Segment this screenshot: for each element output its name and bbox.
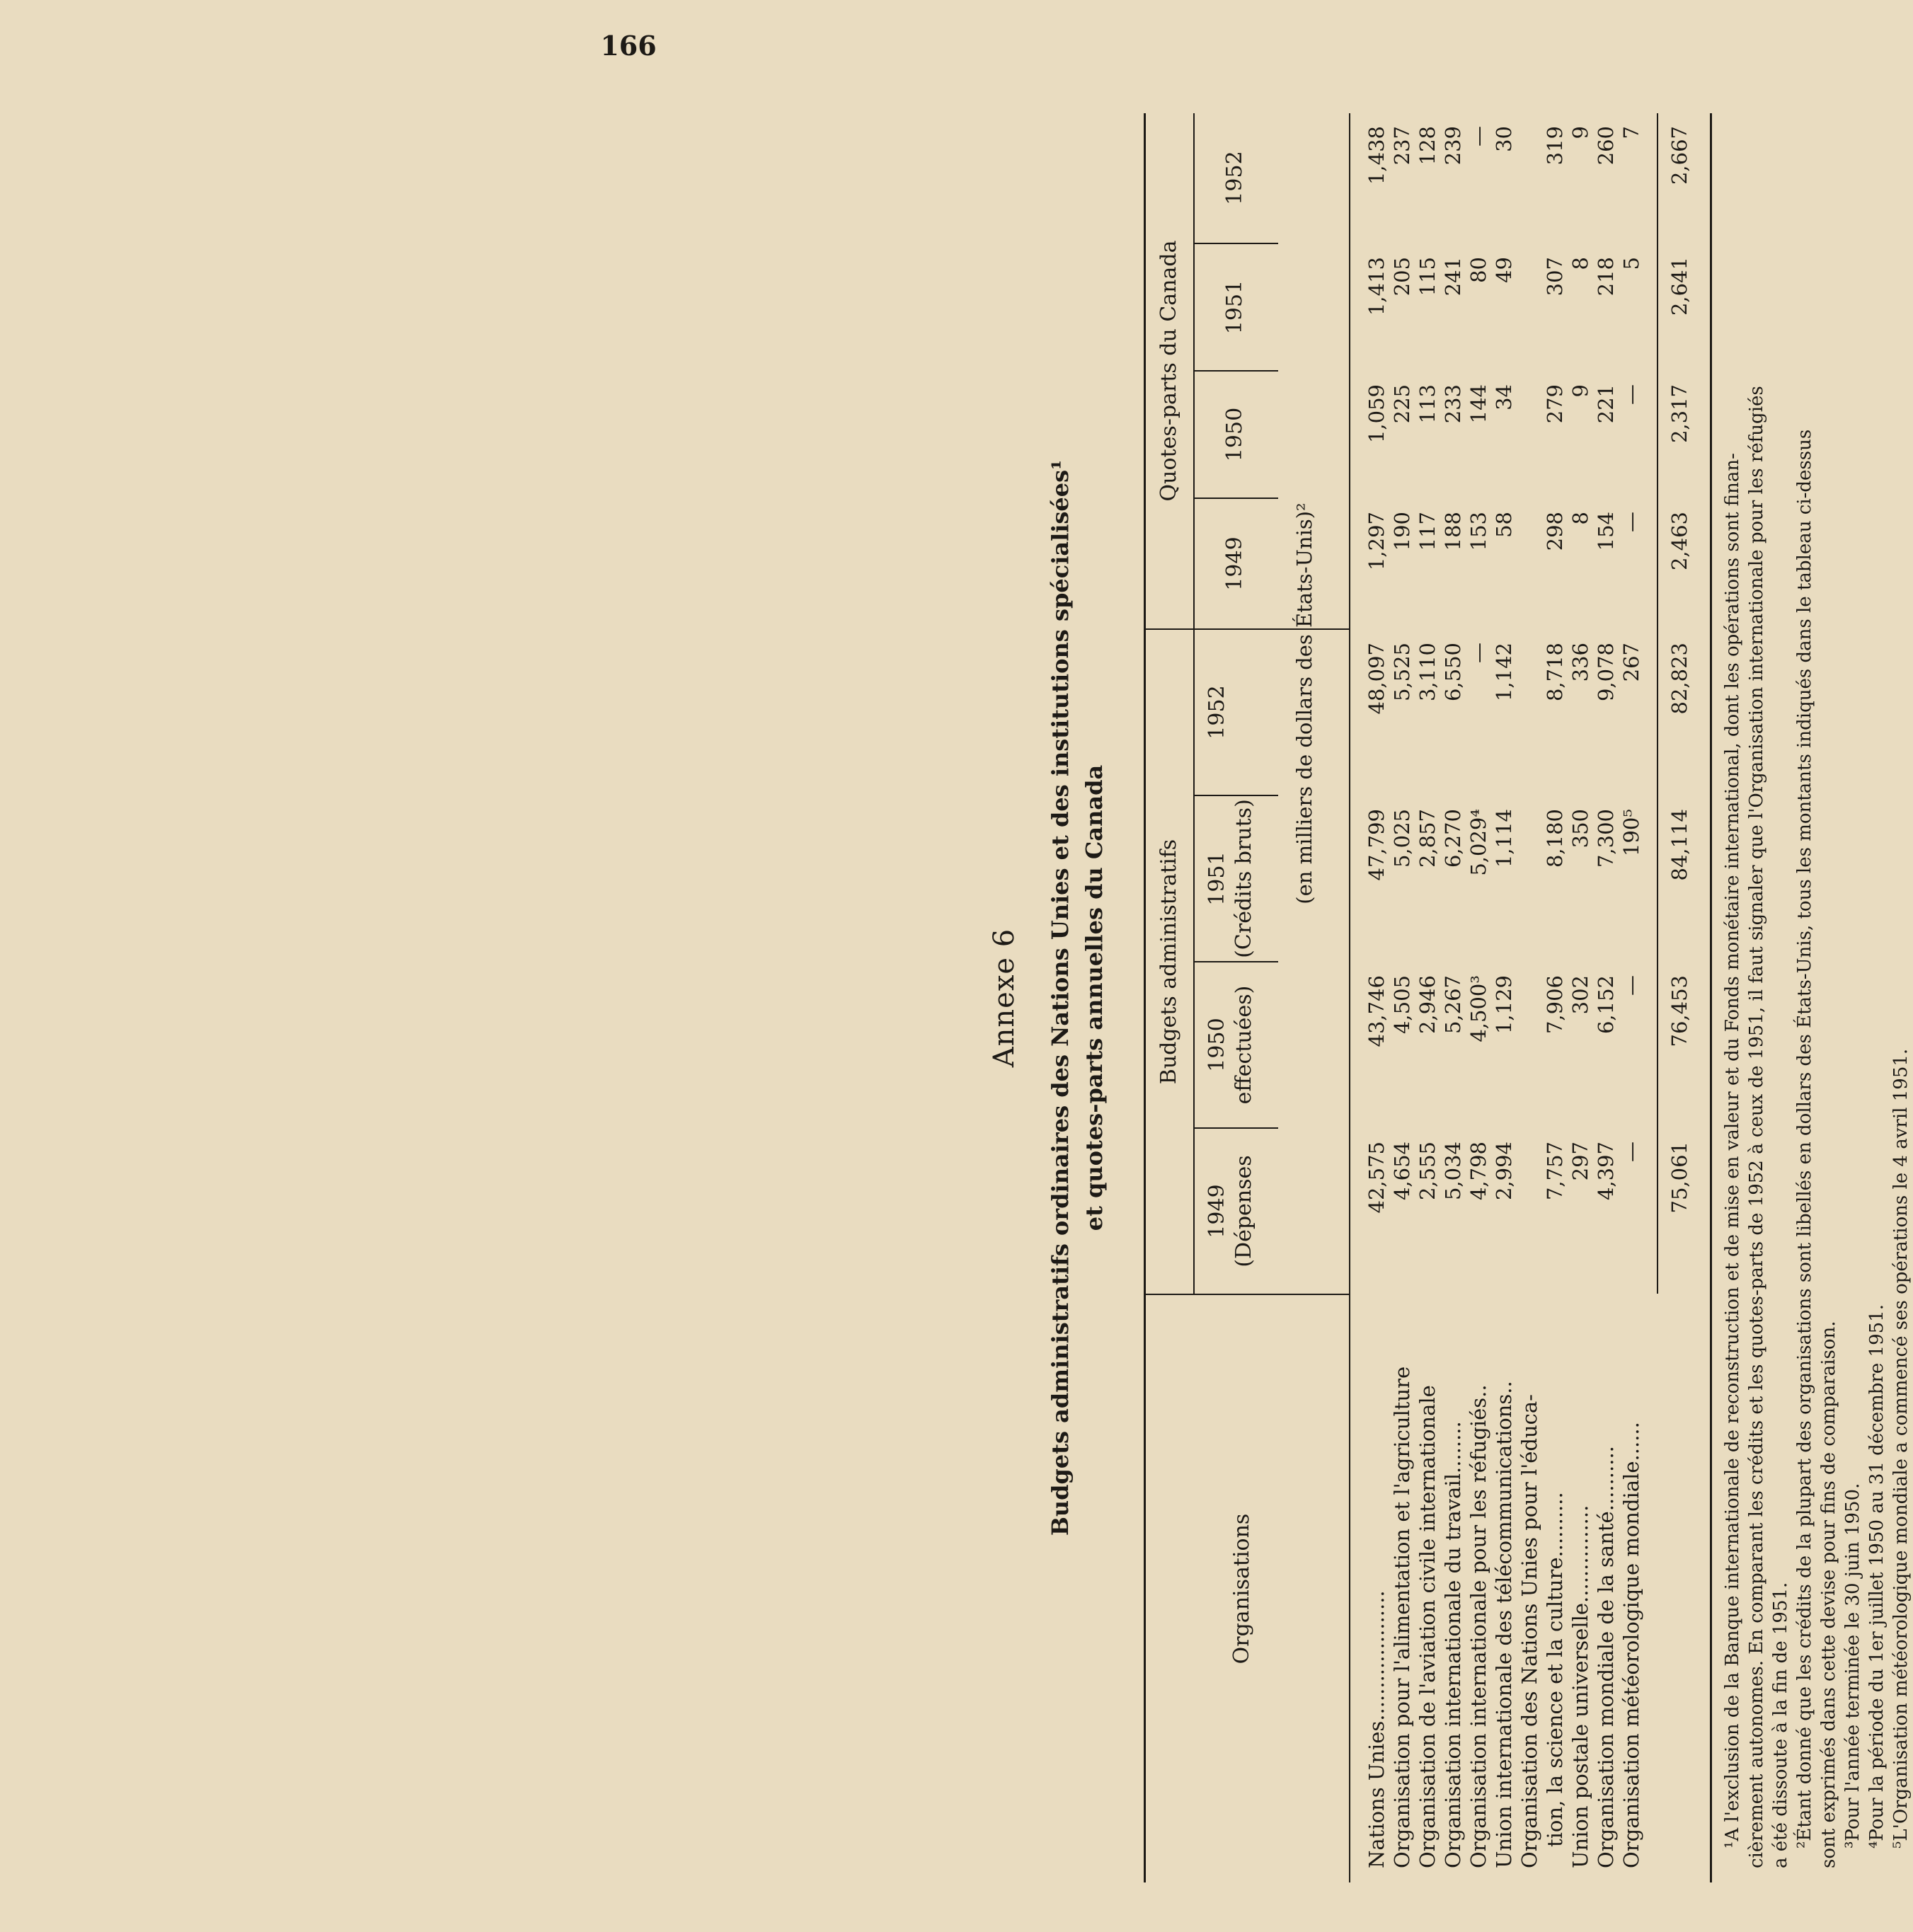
organisation-name: Organisation internationale pour les réfugiés.. (1466, 1384, 1490, 1868)
header-budget-note: effectuées) (1231, 985, 1256, 1105)
header-budget-year: 1950 (1205, 1018, 1229, 1072)
total-budget-1951: 84,114 (1667, 809, 1691, 881)
budget-cell: 4,500³ (1466, 975, 1490, 1042)
organisation-name: Union internationale des télécommunications.. (1492, 1381, 1516, 1868)
footnote-line: sont exprimés dans cette devise pour fins de comparaison. (1818, 1321, 1839, 1868)
budget-cell: 2,857 (1415, 809, 1440, 868)
footnote-line: cièrement autonomes. En comparant les crédits et les quotes-parts de 1952 à ceux de 1951, il faut signaler que l'Organisation internationale pour les réfugiés (1746, 386, 1767, 1868)
header-budget-note: (Dépenses (1231, 1155, 1256, 1267)
budget-cell: 5,029⁴ (1466, 809, 1490, 876)
quote-cell: 117 (1415, 512, 1440, 551)
budget-cell: 302 (1568, 975, 1592, 1015)
organisation-name: Organisation de l'aviation civile internationale (1415, 1385, 1440, 1868)
quote-cell: 153 (1466, 512, 1490, 551)
quote-cell: 307 (1543, 257, 1567, 297)
total-quote-1951: 2,641 (1667, 257, 1691, 316)
quote-cell: 188 (1441, 512, 1465, 551)
total-rule (1657, 113, 1658, 1294)
budget-cell: 42,575 (1365, 1142, 1389, 1214)
budget-cell: 7,757 (1543, 1142, 1567, 1201)
quote-cell: 260 (1594, 126, 1618, 166)
table-title-line-1: Budgets administratifs ordinaires des Nations Unies et des institutions spécialisées¹ (1047, 459, 1074, 1536)
quote-cell: 221 (1594, 384, 1618, 424)
budget-cell: — (1466, 643, 1490, 663)
total-row (1667, 113, 1691, 1882)
table-row (1365, 113, 1389, 1882)
budget-cell: 8,180 (1543, 809, 1567, 868)
budget-cell: 2,555 (1415, 1142, 1440, 1201)
budget-cell: 47,799 (1365, 809, 1389, 881)
table-bottom-rule (1710, 113, 1712, 1882)
quote-cell: 154 (1594, 512, 1618, 551)
organisation-name: tion, la science et la culture.......... (1543, 1492, 1567, 1847)
table-title (1043, 113, 1111, 1882)
header-quote-1951: 1951 (1222, 280, 1247, 335)
quote-cell: 9 (1568, 384, 1592, 398)
header-bottom-rule (1349, 113, 1350, 1882)
table-row (1543, 113, 1567, 1882)
budget-cell: 2,994 (1492, 1142, 1516, 1201)
total-quote-1949: 2,463 (1667, 512, 1691, 571)
quote-cell: 190 (1390, 512, 1414, 551)
budget-cell: 9,078 (1594, 643, 1618, 702)
budget-cell: 1,142 (1492, 643, 1516, 702)
quote-cell: 49 (1492, 257, 1516, 283)
budget-cell: 4,798 (1466, 1142, 1490, 1201)
footnote-line: ⁴Pour la période du 1er juillet 1950 au 31 décembre 1951. (1866, 1304, 1888, 1848)
organisation-name: Nations Unies.................... (1365, 1590, 1389, 1868)
quote-cell: 279 (1543, 384, 1567, 424)
footnote-line: ³Pour l'année terminée le 30 juin 1950. (1842, 1483, 1863, 1848)
table-row (1441, 113, 1465, 1882)
quote-cell: 128 (1415, 126, 1440, 166)
budget-cell: 2,946 (1415, 975, 1440, 1035)
budget-cell: 5,034 (1441, 1142, 1465, 1201)
budget-cell: 297 (1568, 1142, 1592, 1181)
header-organisations: Organisations (1229, 1513, 1254, 1664)
budget-cell: 5,267 (1441, 975, 1465, 1035)
organisation-name: Organisation des Nations Unies pour l'éduca- (1517, 1394, 1541, 1868)
quote-cell: — (1619, 512, 1643, 532)
quote-cell: 1,059 (1365, 384, 1389, 444)
budget-cell: 7,906 (1543, 975, 1567, 1035)
header-budgets-group: Budgets administratifs (1156, 839, 1181, 1085)
budget-cell: — (1619, 975, 1643, 996)
table-row (1594, 113, 1618, 1882)
budget-cell: 7,300 (1594, 809, 1618, 868)
quote-cell: 237 (1390, 126, 1414, 166)
quote-cell: 144 (1466, 384, 1490, 424)
footnote-line: a été dissoute à la fin de 1951. (1770, 1582, 1791, 1868)
budget-cell: 48,097 (1365, 643, 1389, 715)
budget-cell: 8,718 (1543, 643, 1567, 702)
header-quote-1949: 1949 (1222, 536, 1247, 591)
budget-cell: 6,270 (1441, 809, 1465, 868)
organisation-name: Union postale universelle............... (1568, 1505, 1592, 1868)
table-row (1415, 113, 1440, 1882)
quote-cell: 319 (1543, 126, 1567, 166)
header-budget-1950 (1204, 962, 1258, 1127)
budget-cell: 267 (1619, 643, 1643, 682)
quote-cell: 34 (1492, 384, 1516, 410)
quote-cell: 233 (1441, 384, 1465, 424)
budget-cell: 43,746 (1365, 975, 1389, 1047)
budget-cell: 5,025 (1390, 809, 1414, 868)
table-row (1517, 113, 1541, 1882)
table-row (1619, 113, 1643, 1882)
quote-cell: 80 (1466, 257, 1490, 283)
header-budget-1951 (1204, 796, 1258, 961)
quote-cell: — (1466, 126, 1490, 146)
annexe-title: Annexe 6 (988, 928, 1021, 1068)
quote-cell: 205 (1390, 257, 1414, 297)
table-top-rule (1144, 113, 1146, 1882)
quote-cell: 1,297 (1365, 512, 1389, 571)
budget-cell: 4,397 (1594, 1142, 1618, 1201)
quote-cell: — (1619, 384, 1643, 405)
total-budget-1952: 82,823 (1667, 643, 1691, 715)
header-budget-1952 (1204, 630, 1231, 795)
quote-cell: 5 (1619, 257, 1643, 270)
total-budget-1950: 76,453 (1667, 975, 1691, 1047)
quote-cell: 9 (1568, 126, 1592, 139)
quote-cell: 115 (1415, 257, 1440, 297)
footnote-line: ¹A l'exclusion de la Banque internationale de reconstruction et de mise en valeur et du Fonds monétaire international, dont les opérations sont finan- (1722, 453, 1743, 1848)
total-budget-1949: 75,061 (1667, 1142, 1691, 1214)
budget-cell: 350 (1568, 809, 1592, 849)
quote-cell: 241 (1441, 257, 1465, 297)
budget-cell: 6,550 (1441, 643, 1465, 702)
budget-cell: 6,152 (1594, 975, 1618, 1035)
total-quote-1952: 2,667 (1667, 126, 1691, 185)
quote-cell: 218 (1594, 257, 1618, 297)
header-quote-1952: 1952 (1222, 151, 1247, 205)
header-budget-year: 1952 (1205, 685, 1229, 740)
page-number: 166 (600, 30, 657, 62)
header-quote-1950: 1950 (1222, 407, 1247, 462)
budget-cell: 336 (1568, 643, 1592, 682)
budget-cell: 4,654 (1390, 1142, 1414, 1201)
rotated-table-page (988, 113, 1912, 1882)
quote-cell: 7 (1619, 126, 1643, 139)
header-budget-year: 1951 (1205, 851, 1229, 906)
table-row (1466, 113, 1490, 1882)
quote-cell: 58 (1492, 512, 1516, 538)
budget-cell: 4,505 (1390, 975, 1414, 1035)
quote-cell: 298 (1543, 512, 1567, 551)
organisation-name: Organisation météorologique mondiale...... (1619, 1422, 1643, 1868)
table-title-line-2: et quotes-parts annuelles du Canada (1081, 764, 1108, 1231)
header-budget-1949 (1204, 1129, 1258, 1294)
budget-cell: 3,110 (1415, 643, 1440, 702)
footnote-line: ⁵L'Organisation météorologique mondiale a commencé ses opérations le 4 avril 1951. (1890, 1048, 1912, 1848)
organisation-name: Organisation pour l'alimentation et l'agriculture (1390, 1366, 1414, 1868)
quote-cell: 1,413 (1365, 257, 1389, 316)
footnotes (1720, 127, 1913, 1868)
table-row (1568, 113, 1592, 1882)
budget-cell: 1,114 (1492, 809, 1516, 868)
budget-cell: — (1619, 1142, 1643, 1162)
quote-cell: 8 (1568, 257, 1592, 270)
budget-cell: 5,525 (1390, 643, 1414, 702)
total-quote-1950: 2,317 (1667, 384, 1691, 444)
organisation-name: Organisation mondiale de la santé.......... (1594, 1446, 1618, 1868)
quote-cell: 113 (1415, 384, 1440, 424)
table-row (1492, 113, 1516, 1882)
units-note: (en milliers de dollars des États-Unis)² (1292, 502, 1316, 904)
header-quotes-group: Quotes-parts du Canada (1156, 240, 1181, 502)
table-row (1390, 113, 1414, 1882)
quote-cell: 8 (1568, 512, 1592, 525)
organisation-name: Organisation internationale du travail........ (1441, 1421, 1465, 1868)
footnote-line: ²Étant donné que les crédits de la plupart des organisations sont libellés en dollars des États-Unis, tous les montants indiqués dans le tableau ci-dessus (1794, 429, 1815, 1848)
header-budget-note: (Crédits bruts) (1231, 799, 1256, 958)
budget-cell: 190⁵ (1619, 809, 1643, 856)
budget-cell: 1,129 (1492, 975, 1516, 1035)
quote-cell: 239 (1441, 126, 1465, 166)
header-budget-year: 1949 (1205, 1184, 1229, 1238)
quote-cell: 1,438 (1365, 126, 1389, 185)
quote-cell: 225 (1390, 384, 1414, 424)
quote-cell: 30 (1492, 126, 1516, 152)
